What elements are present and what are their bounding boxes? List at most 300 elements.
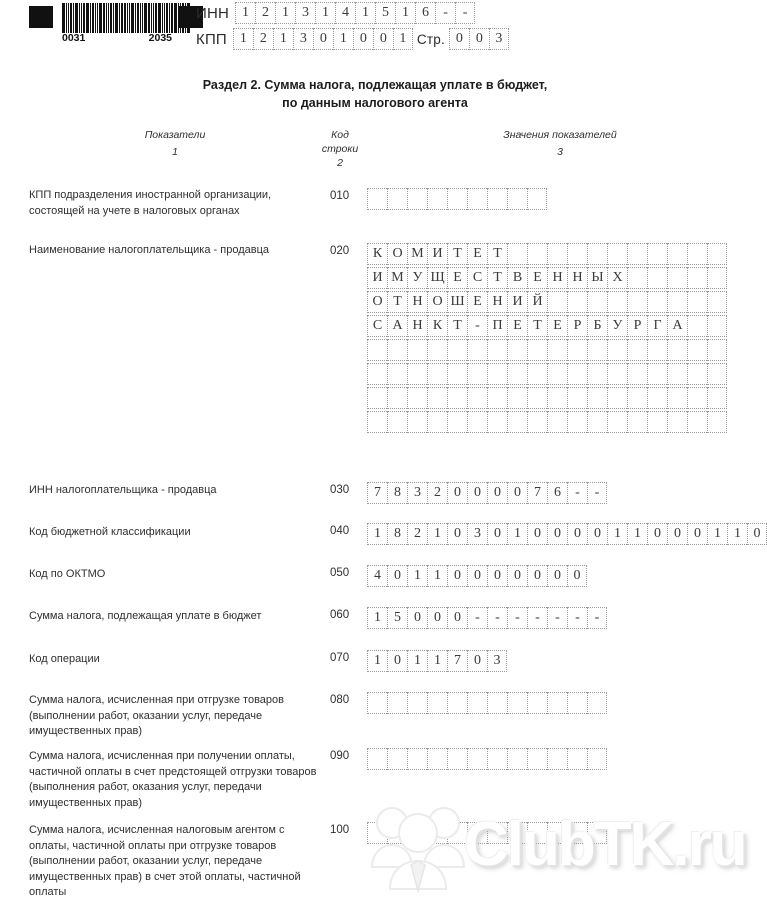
form-cell[interactable] — [507, 363, 527, 385]
form-cell[interactable]: Б — [587, 315, 607, 337]
form-cell[interactable]: Т — [527, 315, 547, 337]
form-cell[interactable]: 1 — [507, 523, 527, 545]
inn-cell[interactable]: 2 — [255, 2, 275, 24]
form-cell[interactable] — [647, 291, 667, 313]
form-cell[interactable]: 1 — [627, 523, 647, 545]
form-cell[interactable] — [687, 315, 707, 337]
form-cell[interactable] — [627, 363, 647, 385]
form-cell[interactable] — [707, 243, 727, 265]
form-cell[interactable] — [567, 387, 587, 409]
form-cell[interactable] — [407, 411, 427, 433]
form-cell[interactable] — [507, 411, 527, 433]
inn-cell[interactable]: 1 — [355, 2, 375, 24]
form-cell[interactable] — [627, 411, 647, 433]
form-cell[interactable] — [527, 692, 547, 714]
form-cell[interactable] — [467, 363, 487, 385]
form-cell[interactable]: 3 — [487, 650, 507, 672]
row-value-080[interactable] — [367, 692, 607, 714]
form-cell[interactable] — [627, 267, 647, 289]
form-cell[interactable] — [407, 339, 427, 361]
form-cell[interactable] — [587, 243, 607, 265]
form-cell[interactable] — [647, 363, 667, 385]
form-cell[interactable]: 0 — [567, 523, 587, 545]
form-cell[interactable] — [447, 387, 467, 409]
form-cell[interactable] — [627, 387, 647, 409]
form-cell[interactable]: - — [587, 482, 607, 504]
inn-cell[interactable]: 1 — [395, 2, 415, 24]
form-cell[interactable] — [707, 363, 727, 385]
form-cell[interactable] — [547, 411, 567, 433]
form-cell[interactable] — [387, 748, 407, 770]
form-cell[interactable] — [467, 339, 487, 361]
form-cell[interactable] — [487, 363, 507, 385]
form-cell[interactable]: 7 — [367, 482, 387, 504]
form-cell[interactable]: 0 — [667, 523, 687, 545]
form-cell[interactable]: Н — [567, 267, 587, 289]
form-cell[interactable]: 0 — [407, 607, 427, 629]
form-cell[interactable]: 1 — [367, 650, 387, 672]
form-cell[interactable] — [707, 315, 727, 337]
form-cell[interactable]: 1 — [367, 607, 387, 629]
kpp-cell[interactable]: 0 — [353, 28, 373, 50]
form-cell[interactable] — [527, 411, 547, 433]
form-cell[interactable] — [647, 411, 667, 433]
form-cell[interactable] — [567, 363, 587, 385]
form-cell[interactable]: - — [507, 607, 527, 629]
form-cell[interactable]: С — [367, 315, 387, 337]
form-cell[interactable] — [527, 748, 547, 770]
form-cell[interactable] — [427, 411, 447, 433]
form-cell[interactable] — [527, 822, 547, 844]
form-cell[interactable]: У — [407, 267, 427, 289]
form-cell[interactable] — [507, 822, 527, 844]
form-cell[interactable] — [567, 692, 587, 714]
form-cell[interactable]: 1 — [407, 565, 427, 587]
form-cell[interactable] — [687, 363, 707, 385]
form-cell[interactable]: Н — [407, 315, 427, 337]
kpp-cell[interactable]: 1 — [333, 28, 353, 50]
form-cell[interactable]: 0 — [467, 482, 487, 504]
form-cell[interactable] — [607, 339, 627, 361]
form-cell[interactable]: 6 — [547, 482, 567, 504]
inn-cell[interactable]: 4 — [335, 2, 355, 24]
form-cell[interactable] — [527, 243, 547, 265]
form-cell[interactable]: 0 — [587, 523, 607, 545]
form-cell[interactable] — [467, 387, 487, 409]
form-cell[interactable]: 0 — [527, 523, 547, 545]
form-cell[interactable]: Е — [547, 315, 567, 337]
form-cell[interactable] — [367, 822, 387, 844]
form-cell[interactable] — [507, 243, 527, 265]
form-cell[interactable] — [407, 692, 427, 714]
page-cell[interactable]: 0 — [449, 28, 469, 50]
form-cell[interactable]: О — [367, 291, 387, 313]
form-cell[interactable] — [467, 188, 487, 210]
form-cell[interactable]: 0 — [387, 650, 407, 672]
form-cell[interactable]: 1 — [367, 523, 387, 545]
form-cell[interactable] — [687, 291, 707, 313]
form-cell[interactable] — [487, 387, 507, 409]
form-cell[interactable] — [627, 291, 647, 313]
form-cell[interactable] — [707, 387, 727, 409]
form-cell[interactable] — [427, 692, 447, 714]
row-value-100[interactable] — [367, 822, 607, 844]
form-cell[interactable] — [507, 748, 527, 770]
form-cell[interactable] — [387, 188, 407, 210]
form-cell[interactable] — [447, 411, 467, 433]
barcode-marker-left — [29, 6, 53, 28]
form-cell[interactable] — [667, 363, 687, 385]
inn-cell[interactable]: 1 — [275, 2, 295, 24]
kpp-cell[interactable]: 1 — [233, 28, 253, 50]
form-cell[interactable]: 1 — [407, 650, 427, 672]
form-cell[interactable]: А — [667, 315, 687, 337]
form-cell[interactable] — [427, 339, 447, 361]
form-cell[interactable] — [487, 692, 507, 714]
form-cell[interactable]: О — [387, 243, 407, 265]
form-cell[interactable] — [647, 387, 667, 409]
row-value-010[interactable] — [367, 188, 547, 210]
form-cell[interactable] — [487, 748, 507, 770]
form-cell[interactable]: 0 — [387, 565, 407, 587]
kpp-cell[interactable]: 0 — [313, 28, 333, 50]
inn-cell[interactable]: 1 — [235, 2, 255, 24]
kpp-cell[interactable]: 1 — [273, 28, 293, 50]
row-value-090[interactable] — [367, 748, 607, 770]
form-cell[interactable]: - — [567, 607, 587, 629]
form-cell[interactable] — [367, 188, 387, 210]
form-cell[interactable] — [367, 387, 387, 409]
form-cell[interactable] — [447, 822, 467, 844]
form-cell[interactable] — [647, 339, 667, 361]
form-cell[interactable] — [367, 363, 387, 385]
form-cell[interactable] — [487, 411, 507, 433]
form-cell[interactable]: Т — [487, 243, 507, 265]
form-cell[interactable]: Е — [507, 315, 527, 337]
form-cell[interactable] — [587, 363, 607, 385]
form-cell[interactable] — [367, 692, 387, 714]
page-cell[interactable]: 3 — [489, 28, 509, 50]
inn-cell[interactable]: 3 — [295, 2, 315, 24]
form-cell[interactable]: Х — [607, 267, 627, 289]
inn-cell[interactable]: - — [455, 2, 475, 24]
form-cell[interactable]: 0 — [427, 607, 447, 629]
form-cell[interactable]: Е — [467, 291, 487, 313]
form-cell[interactable] — [407, 188, 427, 210]
form-cell[interactable]: 0 — [487, 482, 507, 504]
form-cell[interactable] — [567, 243, 587, 265]
form-cell[interactable]: 3 — [467, 523, 487, 545]
form-cell[interactable] — [527, 188, 547, 210]
form-cell[interactable]: Н — [487, 291, 507, 313]
form-cell[interactable]: И — [507, 291, 527, 313]
inn-cell[interactable]: 6 — [415, 2, 435, 24]
form-cell[interactable] — [427, 822, 447, 844]
form-cell[interactable]: Ш — [447, 291, 467, 313]
form-cell[interactable] — [607, 411, 627, 433]
form-cell[interactable] — [467, 822, 487, 844]
form-cell[interactable]: 1 — [607, 523, 627, 545]
form-cell[interactable] — [707, 267, 727, 289]
form-cell[interactable]: 3 — [407, 482, 427, 504]
form-cell[interactable]: 2 — [427, 482, 447, 504]
form-cell[interactable] — [487, 339, 507, 361]
form-cell[interactable]: - — [567, 482, 587, 504]
form-cell[interactable] — [447, 692, 467, 714]
form-cell[interactable] — [667, 387, 687, 409]
form-cell[interactable]: В — [507, 267, 527, 289]
form-cell[interactable] — [487, 188, 507, 210]
form-cell[interactable] — [387, 387, 407, 409]
form-cell[interactable]: 0 — [647, 523, 667, 545]
form-cell[interactable] — [467, 692, 487, 714]
form-cell[interactable]: - — [467, 607, 487, 629]
form-cell[interactable]: 0 — [547, 565, 567, 587]
form-cell[interactable]: 0 — [467, 650, 487, 672]
form-cell[interactable]: 0 — [487, 523, 507, 545]
form-cell[interactable]: 1 — [427, 650, 447, 672]
form-cell[interactable] — [667, 243, 687, 265]
form-cell[interactable] — [507, 387, 527, 409]
form-cell[interactable]: - — [467, 315, 487, 337]
form-cell[interactable]: И — [367, 267, 387, 289]
form-cell[interactable]: Р — [567, 315, 587, 337]
form-cell[interactable] — [667, 339, 687, 361]
row-value-line-020-3[interactable] — [367, 291, 727, 313]
form-cell[interactable]: О — [427, 291, 447, 313]
form-cell[interactable]: Н — [407, 291, 427, 313]
kpp-cell[interactable]: 3 — [293, 28, 313, 50]
form-cell[interactable] — [707, 291, 727, 313]
form-cell[interactable] — [507, 339, 527, 361]
form-cell[interactable]: 0 — [687, 523, 707, 545]
form-cell[interactable] — [607, 387, 627, 409]
form-cell[interactable] — [567, 291, 587, 313]
form-cell[interactable] — [587, 748, 607, 770]
page-cell[interactable]: 0 — [469, 28, 489, 50]
form-cell[interactable]: 4 — [367, 565, 387, 587]
row-value-040[interactable] — [367, 523, 767, 545]
form-cell[interactable]: 7 — [527, 482, 547, 504]
column-header-line-code — [300, 128, 380, 171]
form-cell[interactable]: 0 — [527, 565, 547, 587]
form-cell[interactable]: 1 — [707, 523, 727, 545]
row-value-line-020-2[interactable] — [367, 267, 727, 289]
form-cell[interactable]: 0 — [747, 523, 767, 545]
form-cell[interactable]: Н — [547, 267, 567, 289]
form-cell[interactable] — [547, 822, 567, 844]
form-cell[interactable] — [547, 291, 567, 313]
form-cell[interactable]: С — [467, 267, 487, 289]
form-cell[interactable] — [527, 339, 547, 361]
form-cell[interactable] — [547, 748, 567, 770]
form-cell[interactable] — [667, 411, 687, 433]
form-cell[interactable] — [547, 339, 567, 361]
form-cell[interactable] — [627, 243, 647, 265]
form-cell[interactable] — [427, 748, 447, 770]
form-cell[interactable]: П — [487, 315, 507, 337]
form-cell[interactable] — [367, 748, 387, 770]
form-cell[interactable] — [407, 363, 427, 385]
form-cell[interactable] — [707, 339, 727, 361]
row-value-050[interactable] — [367, 565, 587, 587]
form-cell[interactable] — [447, 748, 467, 770]
form-cell[interactable] — [427, 188, 447, 210]
form-cell[interactable] — [507, 188, 527, 210]
form-cell[interactable] — [587, 387, 607, 409]
form-cell[interactable] — [507, 692, 527, 714]
form-cell[interactable] — [547, 363, 567, 385]
form-cell[interactable] — [387, 692, 407, 714]
form-cell[interactable]: 8 — [387, 482, 407, 504]
form-cell[interactable] — [367, 339, 387, 361]
form-cell[interactable] — [587, 411, 607, 433]
form-cell[interactable]: - — [547, 607, 567, 629]
form-cell[interactable]: 8 — [387, 523, 407, 545]
row-value-060[interactable] — [367, 607, 607, 629]
form-cell[interactable] — [647, 267, 667, 289]
form-cell[interactable] — [467, 748, 487, 770]
row-code-020: 020 — [330, 245, 350, 257]
form-cell[interactable] — [547, 243, 567, 265]
form-cell[interactable]: 0 — [447, 565, 467, 587]
inn-cell[interactable]: - — [435, 2, 455, 24]
row-value-line-020-6[interactable] — [367, 363, 727, 385]
form-cell[interactable] — [527, 387, 547, 409]
form-cell[interactable] — [667, 267, 687, 289]
form-cell[interactable]: 0 — [467, 565, 487, 587]
form-cell[interactable]: У — [607, 315, 627, 337]
form-cell[interactable] — [567, 822, 587, 844]
form-cell[interactable]: 0 — [487, 565, 507, 587]
form-cell[interactable] — [407, 822, 427, 844]
inn-cell[interactable]: 1 — [315, 2, 335, 24]
form-cell[interactable]: Т — [447, 243, 467, 265]
form-cell[interactable] — [387, 411, 407, 433]
form-cell[interactable] — [547, 692, 567, 714]
form-cell[interactable] — [607, 363, 627, 385]
form-cell[interactable] — [447, 188, 467, 210]
page-number-field[interactable] — [449, 28, 509, 50]
form-cell[interactable]: А — [387, 315, 407, 337]
form-cell[interactable] — [567, 748, 587, 770]
form-cell[interactable] — [567, 411, 587, 433]
row-label-060: Сумма налога, подлежащая уплате в бюджет — [29, 610, 262, 622]
form-cell[interactable]: Е — [467, 243, 487, 265]
form-cell[interactable] — [407, 748, 427, 770]
form-cell[interactable]: Т — [447, 315, 467, 337]
form-cell[interactable] — [627, 339, 647, 361]
form-cell[interactable] — [687, 411, 707, 433]
form-cell[interactable] — [387, 339, 407, 361]
form-cell[interactable]: Т — [487, 267, 507, 289]
row-value-grid-020[interactable] — [367, 243, 727, 435]
form-cell[interactable] — [687, 387, 707, 409]
row-value-line-020-8[interactable] — [367, 411, 727, 433]
kpp-cell[interactable]: 0 — [373, 28, 393, 50]
form-cell[interactable] — [647, 243, 667, 265]
form-cell[interactable] — [407, 387, 427, 409]
inn-field[interactable] — [235, 2, 475, 24]
form-cell[interactable] — [427, 363, 447, 385]
form-cell[interactable] — [687, 243, 707, 265]
form-cell[interactable] — [687, 339, 707, 361]
form-cell[interactable]: 0 — [507, 482, 527, 504]
form-cell[interactable] — [607, 291, 627, 313]
form-cell[interactable]: - — [587, 607, 607, 629]
form-cell[interactable]: 0 — [547, 523, 567, 545]
form-cell[interactable]: Щ — [427, 267, 447, 289]
form-cell[interactable]: Ы — [587, 267, 607, 289]
form-cell[interactable] — [687, 267, 707, 289]
form-cell[interactable]: К — [427, 315, 447, 337]
row-value-line-020-7[interactable] — [367, 387, 727, 409]
form-cell[interactable]: Й — [527, 291, 547, 313]
form-cell[interactable] — [547, 387, 567, 409]
form-cell[interactable] — [567, 339, 587, 361]
form-cell[interactable] — [587, 692, 607, 714]
form-cell[interactable]: Е — [527, 267, 547, 289]
form-cell[interactable]: Р — [627, 315, 647, 337]
form-cell[interactable]: 0 — [507, 565, 527, 587]
form-cell[interactable] — [587, 822, 607, 844]
form-cell[interactable]: 0 — [567, 565, 587, 587]
form-cell[interactable]: М — [407, 243, 427, 265]
form-cell[interactable]: 5 — [387, 607, 407, 629]
form-cell[interactable]: 2 — [407, 523, 427, 545]
form-cell[interactable]: И — [427, 243, 447, 265]
form-cell[interactable] — [467, 411, 487, 433]
form-cell[interactable] — [587, 291, 607, 313]
row-value-070[interactable] — [367, 650, 507, 672]
form-cell[interactable] — [387, 822, 407, 844]
form-cell[interactable] — [427, 387, 447, 409]
form-cell[interactable]: - — [527, 607, 547, 629]
form-cell[interactable] — [587, 339, 607, 361]
form-cell[interactable]: Г — [647, 315, 667, 337]
form-cell[interactable]: 1 — [427, 565, 447, 587]
row-value-line-020-4[interactable] — [367, 315, 727, 337]
form-cell[interactable]: 7 — [447, 650, 467, 672]
form-cell[interactable] — [367, 411, 387, 433]
form-cell[interactable]: К — [367, 243, 387, 265]
row-value-030[interactable] — [367, 482, 607, 504]
form-cell[interactable] — [487, 822, 507, 844]
form-cell[interactable] — [527, 363, 547, 385]
form-cell[interactable]: М — [387, 267, 407, 289]
form-cell[interactable]: - — [487, 607, 507, 629]
form-cell[interactable] — [707, 411, 727, 433]
form-cell[interactable]: 0 — [447, 482, 467, 504]
kpp-cell[interactable]: 1 — [393, 28, 413, 50]
form-cell[interactable] — [387, 363, 407, 385]
form-cell[interactable]: Е — [447, 267, 467, 289]
row-value-line-020-1[interactable] — [367, 243, 727, 265]
row-value-line-020-5[interactable] — [367, 339, 727, 361]
form-cell[interactable]: Т — [387, 291, 407, 313]
form-cell[interactable] — [667, 291, 687, 313]
form-cell[interactable]: 1 — [427, 523, 447, 545]
form-cell[interactable] — [447, 339, 467, 361]
form-cell[interactable]: 1 — [727, 523, 747, 545]
form-cell[interactable] — [447, 363, 467, 385]
kpp-cell[interactable]: 2 — [253, 28, 273, 50]
form-cell[interactable]: 0 — [447, 607, 467, 629]
inn-cell[interactable]: 5 — [375, 2, 395, 24]
form-cell[interactable]: 0 — [447, 523, 467, 545]
kpp-field[interactable] — [233, 28, 413, 50]
form-cell[interactable] — [607, 243, 627, 265]
